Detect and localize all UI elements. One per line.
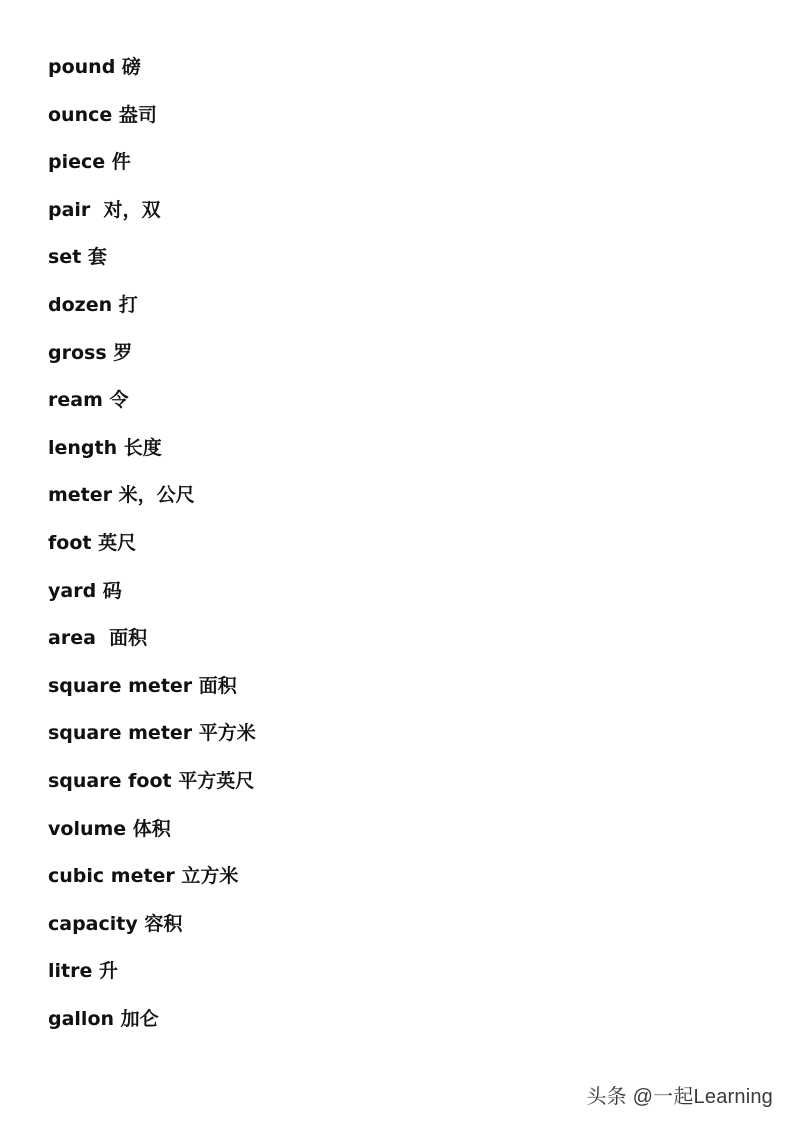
watermark: 头条 @一起Learning bbox=[586, 1086, 773, 1108]
term-pound: pound 磅 bbox=[48, 56, 141, 78]
term-piece: piece 件 bbox=[48, 151, 131, 174]
vocabulary-list bbox=[48, 52, 256, 1051]
term-cubic-meter: cubic meter 立方米 bbox=[48, 865, 239, 888]
term-length: length 长度 bbox=[48, 436, 162, 459]
term-yard: yard 码 bbox=[48, 579, 122, 602]
term-capacity: capacity 容积 bbox=[48, 912, 183, 935]
term-meter: meter 米，公尺 bbox=[48, 484, 195, 507]
term-litre: litre 升 bbox=[48, 960, 118, 983]
term-gross: gross 罗 bbox=[48, 341, 133, 364]
term-area: area 面积 bbox=[48, 627, 148, 650]
term-square-meter-area: square meter 面积 bbox=[48, 674, 237, 697]
term-set: set 套 bbox=[48, 246, 107, 269]
term-foot: foot 英尺 bbox=[48, 531, 137, 554]
term-gallon: gallon 加仑 bbox=[48, 1007, 159, 1030]
term-ream: ream 令 bbox=[48, 389, 129, 412]
term-ounce: ounce 盎司 bbox=[48, 103, 157, 126]
term-dozen: dozen 打 bbox=[48, 293, 138, 316]
term-volume: volume 体积 bbox=[48, 817, 171, 840]
term-pair: pair 对，双 bbox=[48, 198, 161, 221]
term-square-meter: square meter 平方米 bbox=[48, 722, 256, 745]
term-square-foot: square foot 平方英尺 bbox=[48, 769, 255, 792]
